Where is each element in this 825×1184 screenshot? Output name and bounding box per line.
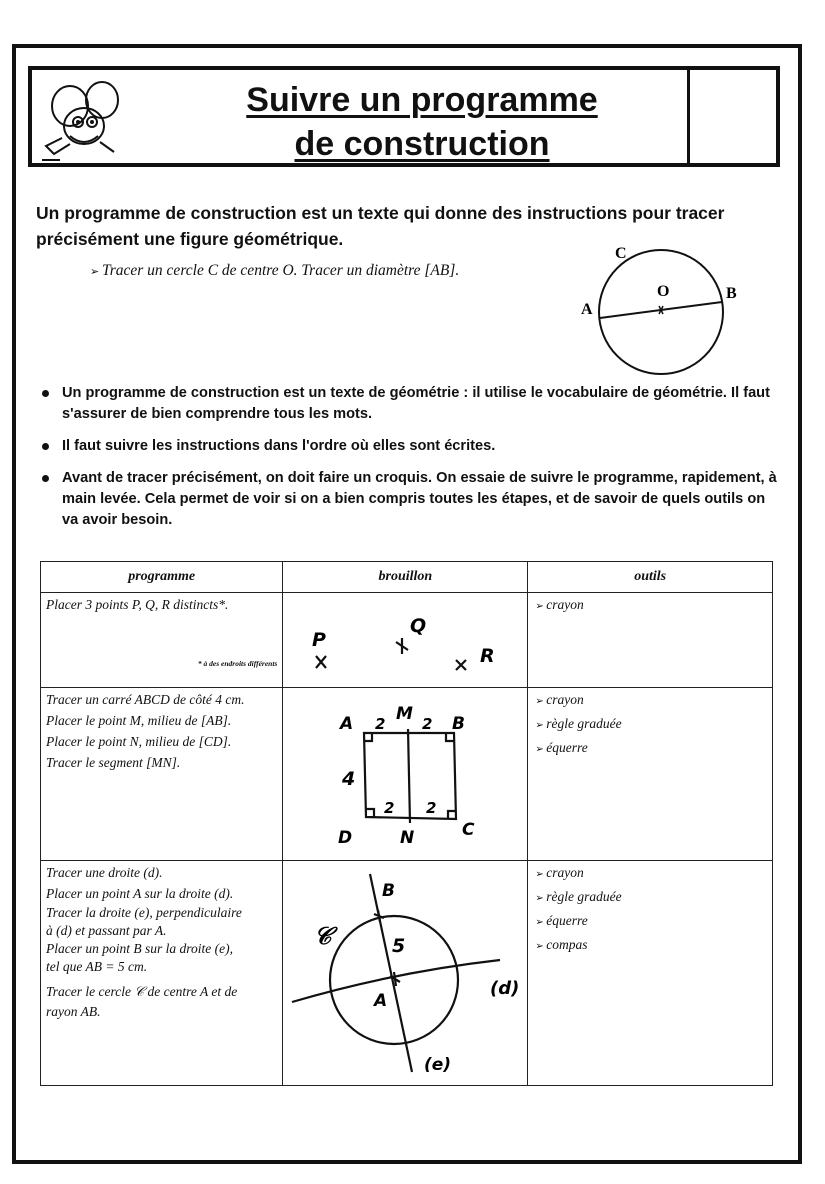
label-b: B	[452, 714, 466, 734]
table-row	[41, 688, 773, 861]
header-outils: outils	[528, 562, 773, 593]
step-text: Placer un point B sur la droite (e),	[46, 941, 233, 956]
label-m: M	[396, 704, 414, 724]
tool-item: ➢ équerre	[529, 910, 771, 934]
arrow-icon: ➢	[90, 266, 102, 278]
header-programme: programme	[41, 562, 283, 593]
label-circle-c: 𝒞	[314, 921, 332, 950]
step-text: à (d) et passant par A.	[46, 923, 167, 938]
header-box	[28, 66, 780, 167]
label-o: O	[657, 283, 670, 300]
tool-item: ➢ règle graduée	[529, 713, 771, 737]
label-c: C	[462, 820, 475, 840]
square-sketch	[284, 689, 526, 857]
label-d: (d)	[490, 978, 520, 999]
construction-table	[40, 561, 773, 1086]
page-title	[182, 78, 662, 166]
label-n: N	[400, 828, 415, 848]
label-q: Q	[410, 615, 427, 637]
step-text: Placer 3 points P, Q, R distincts*.	[46, 597, 229, 612]
label-a: A	[374, 991, 388, 1011]
tool-item: ➢ règle graduée	[529, 886, 771, 910]
programme-cell	[41, 688, 283, 861]
title-line-2: de construction	[294, 125, 550, 163]
bullet-item: Avant de tracer précisément, on doit faire un croquis. On essaie de suivre le programme, rapidement, à main levée. Cela permet de voir si on a bien compris toutes les étapes, et de savoir de quels outils on va avoir besoin.	[40, 468, 780, 531]
circle-c	[599, 250, 723, 374]
intro-tracer: tracer	[675, 203, 725, 223]
length-label: 2	[384, 799, 395, 817]
step-text: Tracer le segment [MN].	[46, 755, 181, 770]
intro-text-e: précisément une figure géométrique.	[36, 229, 344, 249]
step-text: Tracer le cercle 𝒞 de centre A et de	[46, 984, 238, 999]
label-r: R	[480, 645, 495, 667]
label-a: A	[340, 714, 354, 734]
step-text: Placer un point A sur la droite (d).	[46, 886, 234, 901]
length-label: 2	[426, 799, 437, 817]
outils-cell	[528, 688, 773, 861]
header-brouillon: brouillon	[283, 562, 528, 593]
step-text: Tracer un carré ABCD de côté 4 cm.	[46, 692, 245, 707]
length-label: 2	[375, 715, 386, 733]
bullet-item: Il faut suivre les instructions dans l'ordre où elles sont écrites.	[40, 436, 780, 457]
step-text: Tracer la droite (e), perpendiculaire	[46, 905, 242, 920]
tool-item: ➢ crayon	[529, 689, 771, 713]
label-5: 5	[392, 935, 406, 957]
header-separator	[687, 70, 690, 163]
step-text: Tracer une droite (d).	[46, 865, 163, 880]
intro-text-a: Un programme de construction est un texte qui donne des	[36, 203, 528, 223]
tool-item: ➢ crayon	[529, 594, 771, 618]
label-a: A	[581, 301, 593, 318]
title-line-1: Suivre un programme	[246, 81, 598, 119]
brouillon-cell	[283, 593, 528, 688]
points-sketch	[284, 594, 526, 684]
programme-cell	[41, 593, 283, 688]
bullet-list	[40, 383, 780, 542]
brouillon-cell	[283, 861, 528, 1086]
table-row	[41, 593, 773, 688]
programme-cell	[41, 861, 283, 1086]
footnote: * à des endroits différents	[197, 659, 278, 668]
label-b: B	[382, 881, 396, 901]
label-e: (e)	[424, 1055, 452, 1075]
outils-cell	[528, 593, 773, 688]
step-text: rayon AB.	[46, 1004, 101, 1019]
brouillon-cell	[283, 688, 528, 861]
step-text: Placer le point N, milieu de [CD].	[46, 734, 232, 749]
label-p: P	[312, 629, 327, 651]
label-b: B	[726, 285, 737, 302]
intro-text-c: pour	[627, 203, 676, 223]
tool-item: ➢ compas	[529, 934, 771, 958]
circle-sketch	[284, 862, 526, 1082]
label-d: D	[338, 828, 353, 848]
side-length-label: 4	[342, 768, 356, 790]
table-header-row	[41, 562, 773, 593]
step-text: tel que AB = 5 cm.	[46, 959, 148, 974]
bullet-item: Un programme de construction est un texte de géométrie : il utilise le vocabulaire de géométrie. Il faut s'assurer de bien comprendre tous les mots.	[40, 383, 780, 425]
length-label: 2	[422, 715, 433, 733]
example-text: Tracer un cercle C de centre O. Tracer un diamètre [AB].	[101, 262, 460, 279]
tool-item: ➢ équerre	[529, 737, 771, 761]
table-row	[41, 861, 773, 1086]
mascot-icon	[40, 76, 130, 164]
step-text: Placer le point M, milieu de [AB].	[46, 713, 232, 728]
example-instruction	[90, 262, 459, 280]
label-c: C	[615, 245, 627, 262]
intro-instructions: instructions	[527, 203, 628, 223]
tool-item: ➢ crayon	[529, 862, 771, 886]
circle-figure	[575, 238, 755, 378]
outils-cell	[528, 861, 773, 1086]
